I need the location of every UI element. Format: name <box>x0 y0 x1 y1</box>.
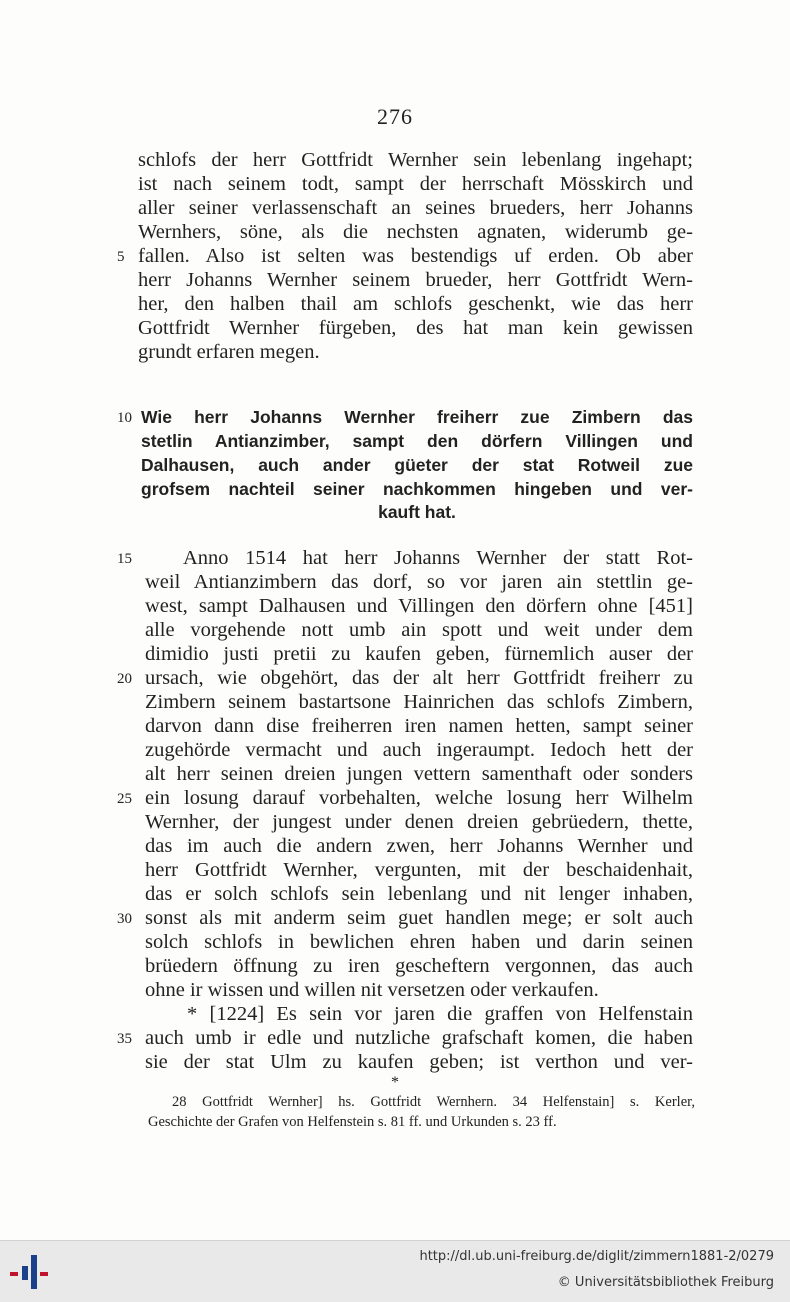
page-number: 276 <box>377 104 413 129</box>
text-line: das er solch schlofs sein lebenlang und nit lenger inhaben, <box>145 883 693 905</box>
text-line: * [1224] Es sein vor jaren die graffen von Helfenstain <box>187 1003 693 1025</box>
line-number: 15 <box>117 551 132 567</box>
line-number: 5 <box>117 249 125 265</box>
text-line: ist nach seinem todt, sampt der herrschaft Mösskirch und <box>138 173 693 195</box>
text-line: Anno 1514 hat herr Johanns Wernher der statt Rot- <box>183 547 693 569</box>
text-line: west, sampt Dalhausen und Villingen den dörfern ohne [451] <box>145 595 693 617</box>
text-line: schlofs der herr Gottfridt Wernher sein lebenlang ingehapt; <box>138 149 693 171</box>
text-line: solch schlofs in bewlichen ehren haben und darin seinen <box>145 931 693 953</box>
text-line: ursach, wie obgehört, das der alt herr Gottfridt freiherr zu <box>145 667 693 689</box>
line-number: 25 <box>117 791 132 807</box>
university-library-logo-icon <box>10 1255 48 1289</box>
text-line: das im auch die andern zwen, herr Johanns Wernher und <box>145 835 693 857</box>
text-line: herr Johanns Wernher seinem brueder, herr Gottfridt Wern- <box>138 269 693 291</box>
text-line: Wernhers, söne, als die nechsten agnaten, widerumb ge- <box>138 221 693 243</box>
viewer-footer <box>0 1240 790 1302</box>
text-line: ohne ir wissen und willen nit versetzen oder verkaufen. <box>145 979 599 1001</box>
text-line: herr Gottfridt Wernher, vergunten, mit der beschaidenhait, <box>145 859 693 881</box>
text-line: aller seiner verlassenschaft an seines brueders, herr Johanns <box>138 197 693 219</box>
section-heading-line: Wie herr Johanns Wernher freiherr zue Zimbern das <box>141 407 693 427</box>
text-line: sie der stat Ulm zu kaufen geben; ist verthon und ver- <box>145 1051 693 1073</box>
footnote-line: Geschichte der Grafen von Helfenstein s. 81 ff. und Urkunden s. 23 ff. <box>148 1114 557 1130</box>
section-heading-line: stetlin Antianzimber, sampt den dörfern Villingen und <box>141 431 693 451</box>
text-line: zugehörde vermacht und auch ingeraumpt. Iedoch hett der <box>145 739 693 761</box>
text-line: sonst als mit anderm seim guet handlen mege; er solt auch <box>145 907 693 929</box>
footnote-line: 28 Gottfridt Wernher] hs. Gottfridt Wernhern. 34 Helfenstain] s. Kerler, <box>172 1094 695 1110</box>
text-line: Zimbern seinem bastartsone Hainrichen das schlofs Zimbern, <box>145 691 693 713</box>
section-heading-line: kauft hat. <box>378 502 456 522</box>
text-line: Gottfridt Wernher fürgeben, des hat man kein gewissen <box>138 317 693 339</box>
text-line: her, den halben thail am schlofs geschenkt, wie das herr <box>138 293 693 315</box>
line-number: 30 <box>117 911 132 927</box>
line-number: 20 <box>117 671 132 687</box>
text-line: darvon dann dise freiherren iren namen hetten, sampt seiner <box>145 715 693 737</box>
text-line: fallen. Also ist selten was bestendigs uf erden. Ob aber <box>138 245 693 267</box>
section-heading-line: Dalhausen, auch ander güeter der stat Rotweil zue <box>141 455 693 475</box>
line-number: 35 <box>117 1031 132 1047</box>
text-line: weil Antianzimbern das dorf, so vor jaren ain stettlin ge- <box>145 571 693 593</box>
text-line: grundt erfaren megen. <box>138 341 320 363</box>
section-heading-line: grofsem nachteil seiner nachkommen hingeben und ver- <box>141 479 693 499</box>
text-line: Wernher, der jungest under denen dreien gebrüedern, thette, <box>145 811 693 833</box>
text-line: ein losung darauf vorbehalten, welche losung herr Wilhelm <box>145 787 693 809</box>
text-line: brüedern öffnung zu iren gescheftern vergonnen, das auch <box>145 955 693 977</box>
text-line: auch umb ir edle und nutzliche grafschaft komen, die haben <box>145 1027 693 1049</box>
text-line: alt herr seinen dreien jungen vettern samenthaft oder sonders <box>145 763 693 785</box>
section-separator: * <box>391 1074 399 1091</box>
copyright-notice: © Universitätsbibliothek Freiburg <box>557 1275 774 1290</box>
text-line: alle vorgehende nott umb ain spott und weit under dem <box>145 619 693 641</box>
line-number: 10 <box>117 410 132 426</box>
permalink-url[interactable]: http://dl.ub.uni-freiburg.de/diglit/zimmern1881-2/0279 <box>419 1249 774 1264</box>
text-line: dimidio justi pretii zu kaufen geben, fürnemlich auser der <box>145 643 693 665</box>
